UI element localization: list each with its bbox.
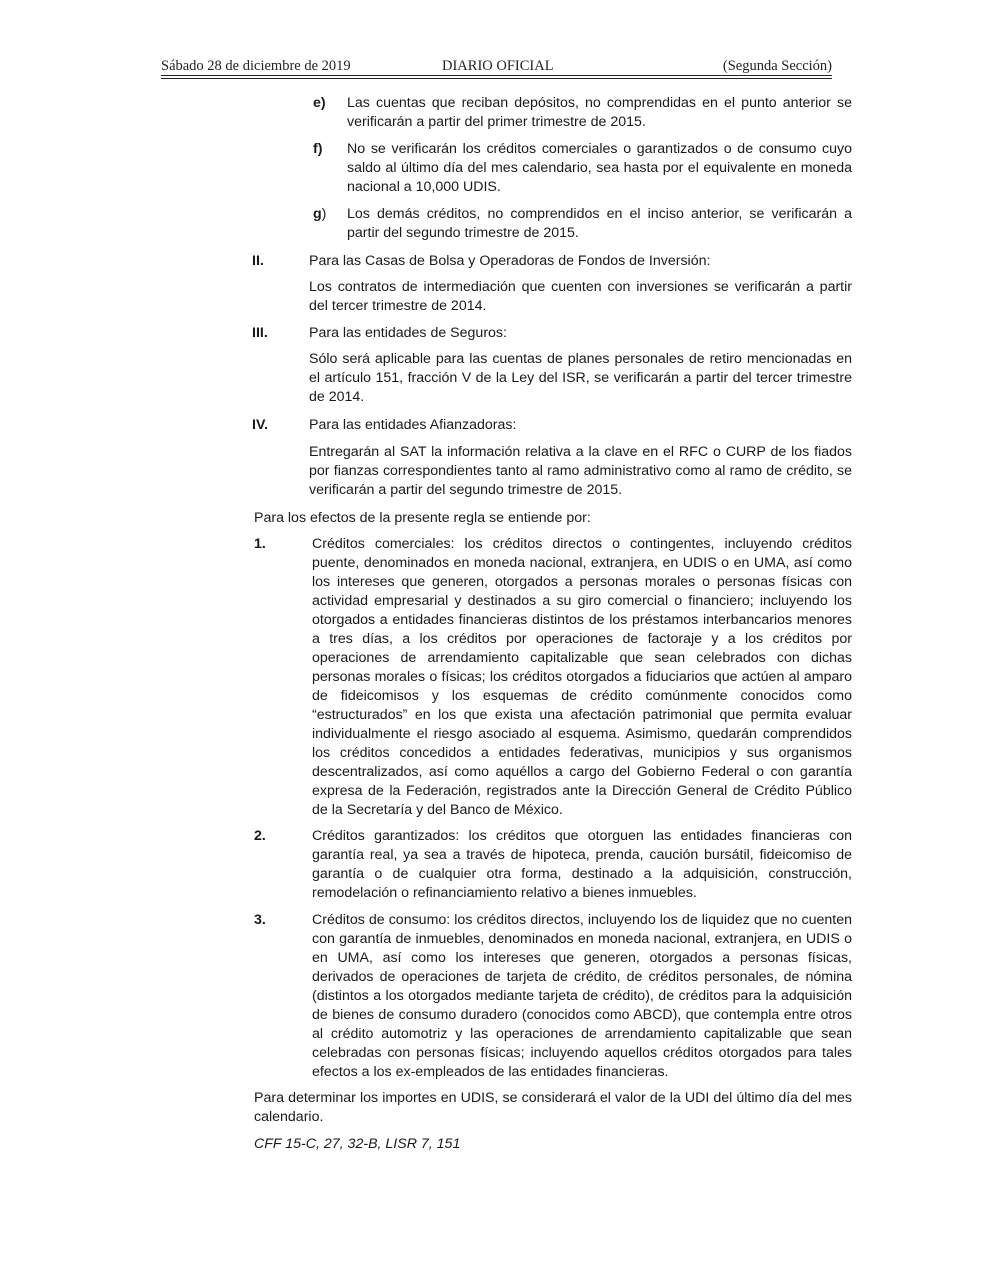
header-rule-bottom (161, 78, 832, 79)
header-date: Sábado 28 de diciembre de 2019 (161, 58, 351, 74)
definition-1-text: Créditos comerciales: los créditos directos o contingentes, incluyendo créditos puente, denominados en moneda nacional, extranjera, en UDIS o en UMA, así como los intereses que generen, otorgados a personas morales o personas físicas con actividad empresarial y destinados a su giro comercial o financiero; incluyendo los otorgados a entidades financieras distintos de los préstamos interbancarios menores a tres días, a los créditos por operaciones de factoraje y a los créditos por operaciones de arrendamiento capitalizable que sean celebrados con dichas personas morales o físicas; los créditos otorgados a fiduciarios que actúen al amparo de fideicomisos y los esquemas de crédito comúnmente conocidos como “estructurados” en los que exista una afectación patrimonial que permita evaluar individualmente el riesgo asociado al esquema. Asimismo, quedarán comprendidos los créditos concedidos a entidades federativas, municipios y sus organismos descentralizados, así como aquéllos a cargo del Gobierno Federal o con garantía expresa de la Federación, registrados ante la Dirección General de Crédito Público de la Secretaría y del Banco de México. (312, 536, 852, 818)
closing-paragraph: Para determinar los importes en UDIS, se considerará el valor de la UDI del último día del mes calendario. (254, 1090, 852, 1125)
section-iii-body: Sólo será aplicable para las cuentas de planes personales de retiro mencionadas en el artículo 151, fracción V de la Ley del ISR, se verificarán a partir del tercer trimestre de 2014. (309, 351, 852, 405)
header-section: (Segunda Sección) (722, 58, 832, 74)
subitem-g-paren: ) (321, 206, 327, 222)
definition-1-label: 1. (254, 536, 266, 552)
subitem-e-text: Las cuentas que reciban depósitos, no comprendidas en el punto anterior se verificarán a partir del primer trimestre de 2015. (347, 95, 852, 130)
definition-3-label: 3. (254, 912, 266, 928)
legal-citation: CFF 15-C, 27, 32-B, LISR 7, 151 (254, 1136, 461, 1152)
subitem-e-label: e) (313, 95, 326, 111)
section-iii-heading: Para las entidades de Seguros: (309, 325, 507, 341)
definitions-intro: Para los efectos de la presente regla se entiende por: (254, 510, 591, 526)
subitem-f-label: f) (313, 141, 323, 157)
section-ii-body: Los contratos de intermediación que cuenten con inversiones se verificarán a partir del tercer trimestre de 2014. (309, 279, 852, 314)
section-iv-label: IV. (252, 417, 269, 433)
subitem-g-letter: g (313, 206, 322, 222)
subitem-g-text: Los demás créditos, no comprendidos en el inciso anterior, se verificarán a partir del segundo trimestre de 2015. (347, 206, 852, 241)
section-iv-heading: Para las entidades Afianzadoras: (309, 417, 517, 433)
section-ii-label: II. (252, 253, 264, 269)
subitem-g-label (313, 205, 326, 224)
section-ii-heading: Para las Casas de Bolsa y Operadoras de Fondos de Inversión: (309, 253, 711, 269)
definition-2-label: 2. (254, 828, 266, 844)
definition-3-text: Créditos de consumo: los créditos directos, incluyendo los de liquidez que no cuenten con garantía de inmuebles, denominados en moneda nacional, extranjera, en UDIS o en UMA, así como los intereses que generen, otorgados a personas físicas, derivados de operaciones de tarjeta de crédito, de créditos personales, de nómina (distintos a los otorgados mediante tarjeta de crédito), de créditos para la adquisición de bienes de consumo duradero (conocidos como ABCD), que contempla entre otros al crédito automotriz y las operaciones de arrendamiento capitalizable que sean celebradas con personas físicas; incluyendo aquellos créditos otorgados para tales efectos a los ex-empleados de las entidades financieras. (312, 912, 852, 1080)
subitem-f-text: No se verificarán los créditos comerciales o garantizados o de consumo cuyo saldo al último día del mes calendario, sea hasta por el equivalente en moneda nacional a 10,000 UDIS. (347, 141, 852, 195)
header-title: DIARIO OFICIAL (442, 58, 554, 74)
definition-2-text: Créditos garantizados: los créditos que otorguen las entidades financieras con garantía real, ya sea a través de hipoteca, prenda, caución bursátil, fideicomiso de garantía o de cualquier otra forma, destinado a la adquisición, construcción, remodelación o refinanciamiento relativo a bienes inmuebles. (312, 828, 852, 901)
section-iv-body: Entregarán al SAT la información relativa a la clave en el RFC o CURP de los fiados por fianzas correspondientes tanto al ramo administrativo como al ramo de crédito, se verificarán a partir del segundo trimestre de 2015. (309, 444, 852, 498)
section-iii-label: III. (252, 325, 268, 341)
header-rule-top (161, 75, 832, 76)
